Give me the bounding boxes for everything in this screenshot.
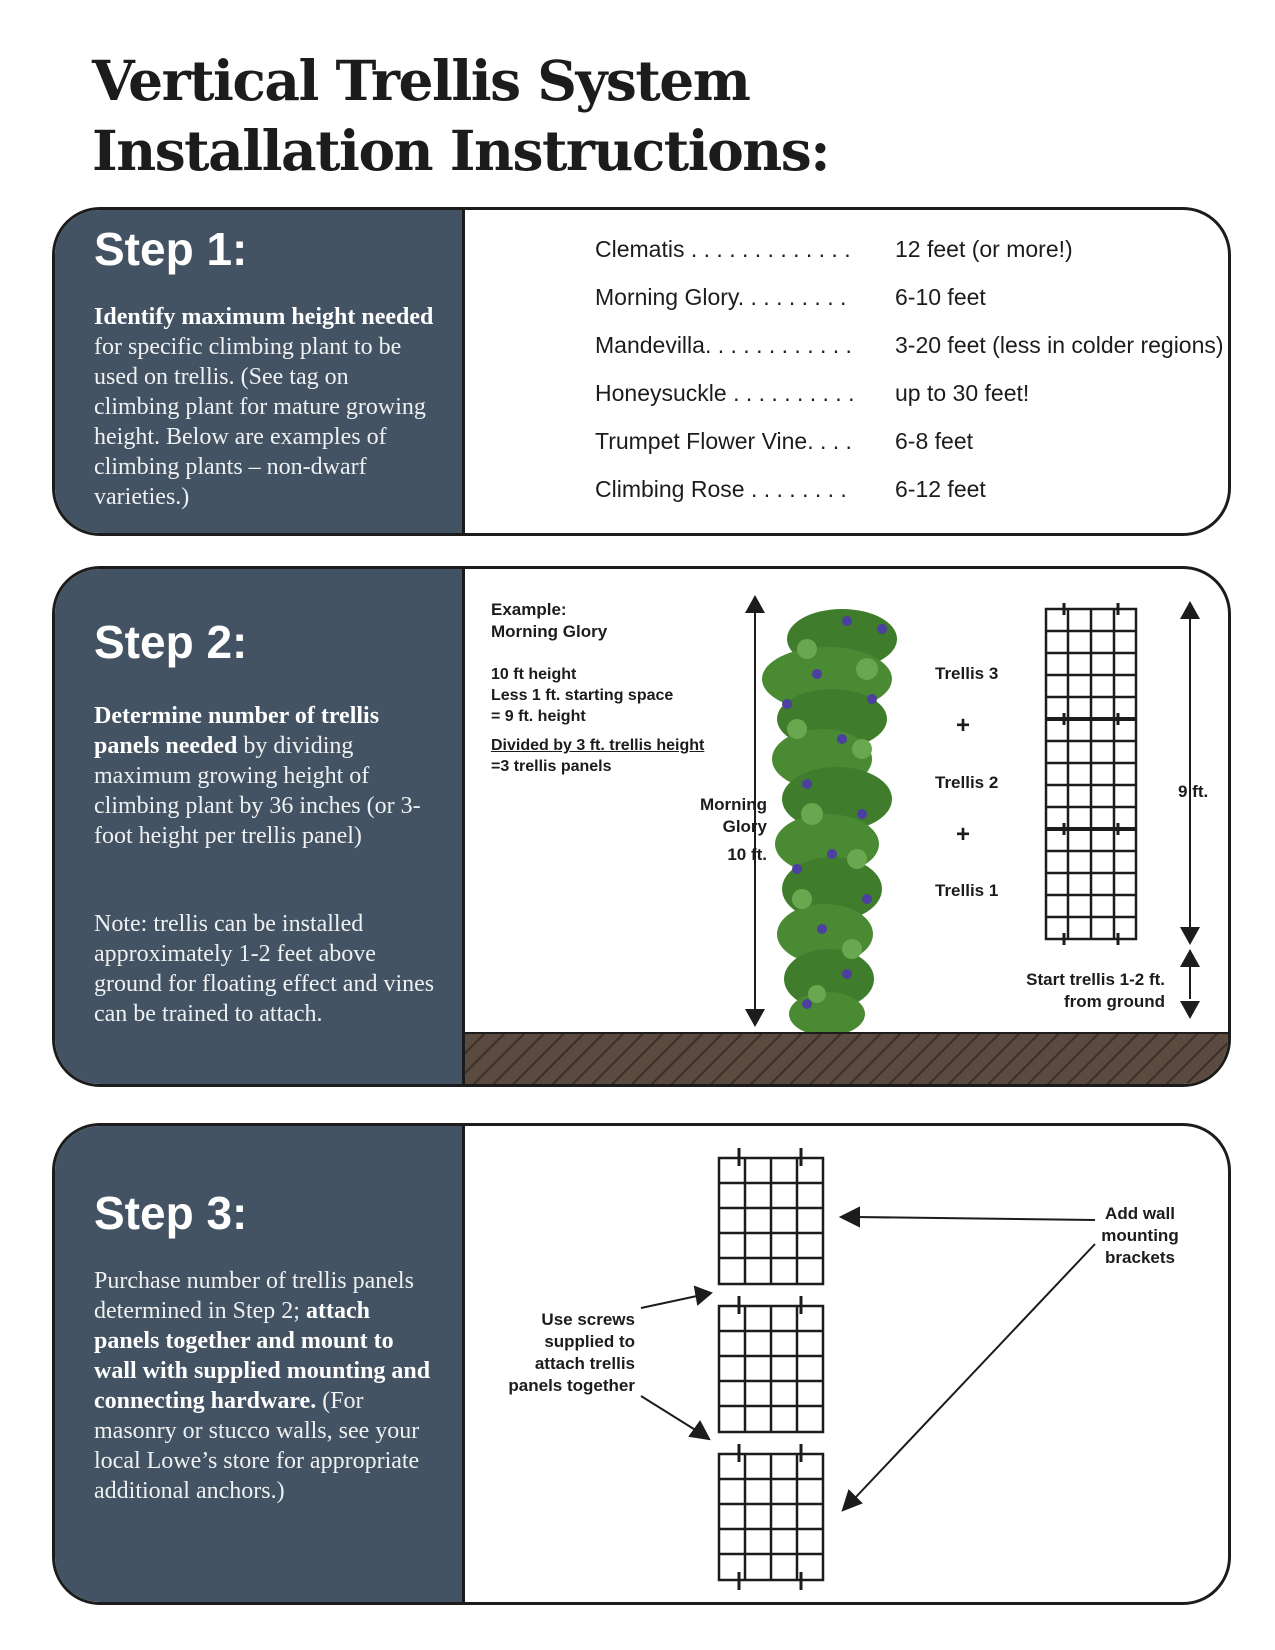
calc-line: Less 1 ft. starting space — [491, 687, 674, 704]
screws-label-line: attach trellis — [534, 1354, 635, 1373]
plant-name: Clematis . . . . . . . . . . . . . — [595, 236, 851, 262]
brackets-label-line: mounting — [1101, 1226, 1179, 1245]
screws-label — [475, 1309, 635, 1397]
calc-line: 10 ft height — [491, 666, 577, 683]
plant-height: 6-8 feet — [895, 428, 973, 454]
trellis-height-label: 9 ft. — [1178, 782, 1209, 801]
title-line-2: Installation Instructions: — [92, 118, 830, 183]
step1-body-text: for specific climbing plant to be used on trellis. (See tag on climbing plant for mature growing height. Below are examples of climbing plants – non-dwarf varieties.) — [94, 334, 426, 510]
trellis-2-label: Trellis 2 — [935, 773, 999, 792]
plant-name: Honeysuckle . . . . . . . . . . — [595, 380, 855, 406]
plant-row — [595, 284, 986, 311]
plant-height: 12 feet (or more!) — [895, 236, 1073, 262]
trellis-1-label: Trellis 1 — [935, 881, 999, 900]
title-line-1: Vertical Trellis System — [92, 48, 750, 113]
plant-row — [595, 476, 986, 503]
trellis-3-label: Trellis 3 — [935, 664, 999, 683]
step2-sidebar — [55, 569, 465, 1084]
example-plant: Morning Glory — [491, 622, 608, 641]
step2-heading: Step 2: — [94, 616, 248, 668]
plant-label-line: Morning — [699, 795, 767, 814]
step1-heading: Step 1: — [94, 223, 248, 275]
step3-body-text-2: (For masonry or stucco walls, see your local Lowe’s store for appropriate additional anchors.) — [94, 1388, 420, 1504]
step3-body-text: Purchase number of trellis panels determined in Step 2; — [94, 1268, 414, 1324]
step3-heading: Step 3: — [94, 1187, 248, 1239]
plant-row — [595, 380, 1030, 407]
plant-height: 6-10 feet — [895, 284, 986, 310]
plant-height: up to 30 feet! — [895, 380, 1030, 406]
calc-line: Divided by 3 ft. trellis height — [491, 737, 705, 754]
plant-row — [595, 428, 973, 455]
plant-row — [595, 236, 1073, 263]
ground-strip — [465, 1032, 1230, 1087]
step2-description — [94, 701, 439, 851]
step1-bold-text: Identify maximum height needed — [94, 304, 434, 330]
plus-sign: + — [956, 821, 971, 848]
start-note-line: Start trellis 1-2 ft. — [1026, 970, 1165, 989]
step3-bold-text: attach panels together and mount to wall with supplied mounting and connecting hardware. — [94, 1298, 431, 1414]
plant-height: 6-12 feet — [895, 476, 986, 502]
plant-name: Climbing Rose . . . . . . . . — [595, 476, 847, 502]
step3-diagram — [465, 1126, 1228, 1602]
start-note-line: from ground — [1063, 992, 1165, 1011]
brackets-label-line: brackets — [1105, 1248, 1175, 1267]
step2-bold-text: Determine number of trellis panels needed — [94, 703, 380, 759]
step2-diagram — [465, 569, 1228, 1084]
step2-panel — [52, 566, 1231, 1087]
plant-name: Mandevilla. . . . . . . . . . . . — [595, 332, 852, 358]
plant-label-line: Glory — [722, 817, 767, 836]
plant-height-list — [465, 210, 1228, 533]
plant-height-label: 10 ft. — [727, 845, 767, 864]
step3-panel — [52, 1123, 1231, 1605]
brackets-label — [1085, 1203, 1195, 1269]
plant-height: 3-20 feet (less in colder regions) — [895, 332, 1224, 358]
step3-sidebar — [55, 1126, 465, 1602]
step2-body-text: by dividing maximum growing height of climbing plant by 36 inches (or 3-foot height per trellis panel) — [94, 733, 421, 849]
calc-line: = 9 ft. height — [491, 708, 586, 725]
start-height-note — [975, 969, 1165, 1013]
screws-label-line: panels together — [508, 1376, 635, 1395]
screws-label-line: supplied to — [544, 1332, 635, 1351]
brackets-label-line: Add wall — [1105, 1204, 1175, 1223]
plus-sign: + — [956, 712, 971, 739]
step2-note: Note: trellis can be installed approximately 1-2 feet above ground for floating effect and vines can be trained to attach. — [94, 911, 435, 1027]
plant-name: Morning Glory. . . . . . . . . — [595, 284, 847, 310]
plant-name: Trumpet Flower Vine. . . . — [595, 428, 852, 454]
step1-description — [94, 302, 439, 512]
example-title: Example: — [491, 600, 567, 619]
page-title — [92, 46, 829, 186]
calc-line: =3 trellis panels — [491, 758, 612, 775]
step3-description — [94, 1266, 439, 1506]
step1-panel — [52, 207, 1231, 536]
step1-sidebar — [55, 210, 465, 533]
screws-label-line: Use screws — [541, 1310, 635, 1329]
plant-row — [595, 332, 1224, 359]
